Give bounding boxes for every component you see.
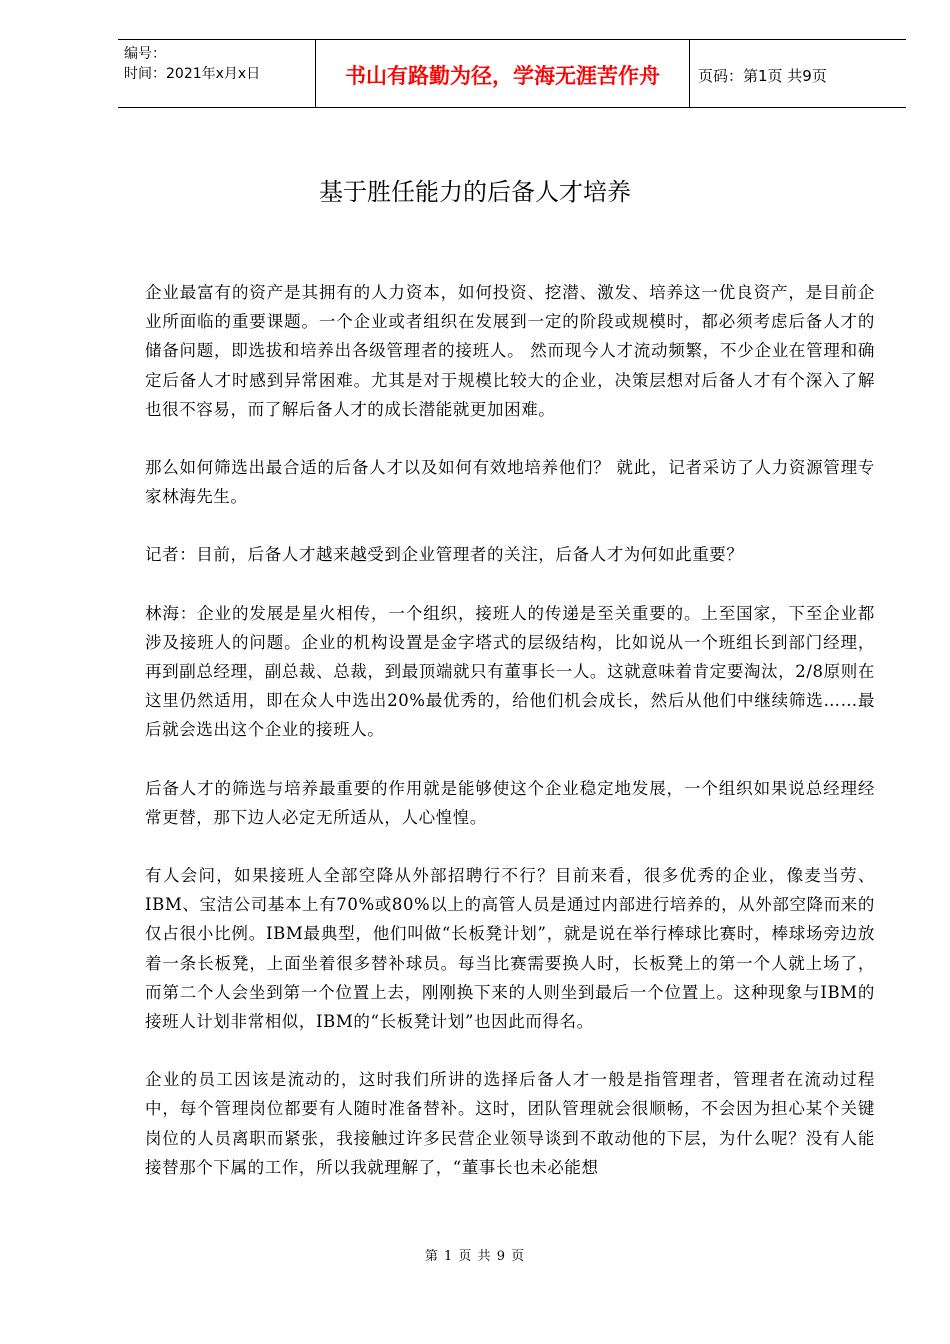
paragraph: 记者：目前，后备人才越来越受到企业管理者的关注，后备人才为何如此重要？	[145, 545, 744, 565]
paragraph: 那么如何筛选出最合适的后备人才以及如何有效地培养他们？ 就此，记者采访了人力资源管理专家林海先生。	[145, 458, 875, 507]
page-footer: 第 1 页 共 9 页	[424, 1249, 526, 1264]
header-page-number: 页码：第1页 共9页	[698, 67, 827, 85]
header-motto: 书山有路勤为径，学海无涯苦作舟	[345, 64, 660, 88]
paragraph: 有人会问，如果接班人全部空降从外部招聘行不行？目前来看，很多优秀的企业，像麦当劳、IBM、宝洁公司基本上有70%或80%以上的高管人员是通过内部进行培养的，从外部空降而来的仅占很小比例。IBM最典型，他们叫做“长板凳计划”，就是说在举行棒球比赛时，棒球场旁边放着一条长板凳，上面坐着很多替补球员。每当比赛需要换人时，长板凳上的第一个人就上场了，而第二个人会坐到第一个位置上去，刚刚换下来的人则坐到最后一个位置上。这种现象与IBM的接班人计划非常相似，IBM的“长板凳计划”也因此而得名。	[145, 866, 875, 1032]
document-body	[145, 278, 875, 1211]
paragraph: 企业最富有的资产是其拥有的人力资本，如何投资、挖潜、激发、培养这一优良资产，是目前企业所面临的重要课题。一个企业或者组织在发展到一定的阶段或规模时，都必须考虑后备人才的储备问题，即选拔和培养出各级管理者的接班人。 然而现今人才流动频繁，不少企业在管理和确定后备人才时感到异常困难。尤其是对于规模比较大的企业，决策层想对后备人才有个深入了解也很不容易，而了解后备人才的成长潜能就更加困难。	[145, 283, 875, 419]
page-header	[118, 39, 906, 108]
header-meta	[124, 44, 260, 84]
paragraph: 林海：企业的发展是星火相传，一个组织，接班人的传递是至关重要的。上至国家，下至企业都涉及接班人的问题。企业的机构设置是金字塔式的层级结构，比如说从一个班组长到部门经理，再到副总经理，副总裁、总裁，到最顶端就只有董事长一人。这就意味着肯定要淘汰，2/8原则在这里仍然适用，即在众人中选出20%最优秀的，给他们机会成长，然后从他们中继续筛选……最后就会选出这个企业的接班人。	[145, 603, 875, 740]
paragraph: 后备人才的筛选与培养最重要的作用就是能够使这个企业稳定地发展，一个组织如果说总经理经常更替，那下边人必定无所适从，人心惶惶。	[145, 778, 875, 827]
paragraph: 企业的员工因该是流动的，这时我们所讲的选择后备人才一般是指管理者，管理者在流动过程中，每个管理岗位都要有人随时准备替补。这时，团队管理就会很顺畅，不会因为担心某个关键岗位的人员离职而紧张，我接触过许多民营企业领导谈到不敢动他的下层，为什么呢？没有人能接替那个下属的工作，所以我就理解了，“董事长也未必能想	[145, 1070, 875, 1177]
document-number-label: 编号：	[124, 46, 166, 62]
header-divider	[689, 40, 690, 107]
document-time-label: 时间：2021年x月x日	[124, 66, 261, 82]
document-title: 基于胜任能力的后备人才培养	[319, 178, 631, 206]
